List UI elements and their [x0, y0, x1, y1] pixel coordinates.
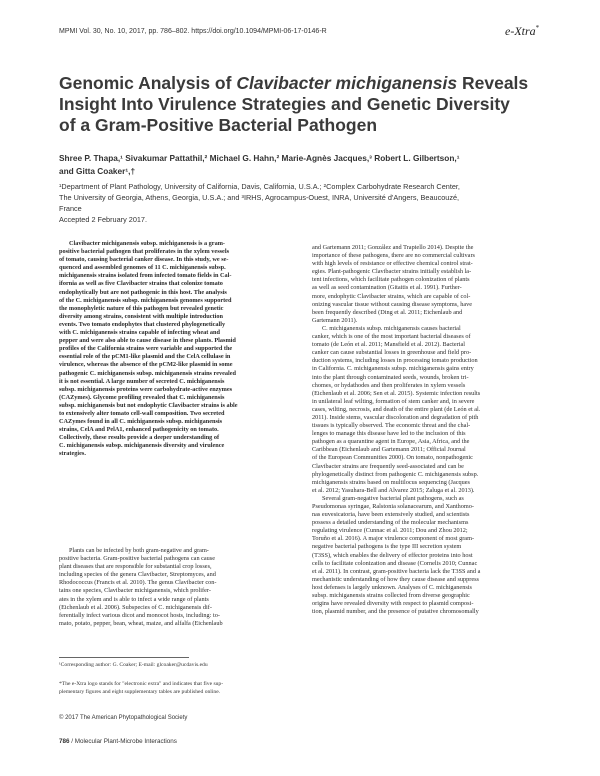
- body-line: Gartemann 2011).: [312, 316, 358, 324]
- body-line: importance of these pathogens, there are no commercial cultivars: [312, 252, 475, 260]
- abstract-line: pathogenic C. michiganensis subsp. michiganensis strains revealed: [59, 369, 236, 377]
- intro-line: Plants can be infected by both gram-negative and gram-: [69, 547, 209, 554]
- abstract-line: diversity among strains, consistent with multiple introduction: [59, 312, 223, 320]
- page-footer: [59, 738, 177, 745]
- body-line: et al. 2012; Yasuhara-Bell and Alvarez 2015; Zaluga et al. 2013).: [312, 486, 475, 494]
- abstract-line: subsp. michiganensis proteins were carbohydrate-active enzymes: [59, 385, 233, 393]
- body-line: onizing vascular tissue without causing disease symptoms, have: [312, 300, 473, 308]
- body-line: possess a detailed understanding of the molecular mechanisms: [312, 519, 469, 527]
- abstract-line: endophytically but are not pathogenic in this host. The analysis: [59, 288, 227, 296]
- body-line: chomes, or hydathodes and then proliferates in xylem vessels: [312, 381, 466, 389]
- affiliation-line: ¹Department of Plant Pathology, University of California, Davis, California, U.S.A.; ²Complex Carbohydrate Research Center,: [59, 182, 460, 191]
- body-line: egies. Plant-pathogenic Clavibacter strains initially establish la-: [312, 268, 472, 276]
- body-line: with high levels of resistance or effective chemical control strat-: [312, 260, 473, 268]
- page-number: 786: [59, 738, 70, 745]
- intro-line: plant diseases that are responsible for substantial crop losses,: [59, 563, 212, 571]
- body-line: canker, which is one of the most important bacterial diseases of: [312, 333, 471, 341]
- copyright-notice: © 2017 The American Phytopathological Society: [59, 715, 188, 721]
- abstract-line: with C. michiganensis strains capable of infecting wheat and: [59, 329, 220, 337]
- body-line: in California. C. michiganensis subsp. michiganensis gains entry: [312, 365, 474, 373]
- article-title: [59, 73, 559, 136]
- accepted-date: Accepted 2 February 2017.: [59, 215, 148, 224]
- abstract-line: Collectively, these results provide a deeper understanding of: [59, 434, 220, 442]
- body-line: cells to facilitate colonization and disease (Cornelis 2010; Cunnac: [312, 559, 478, 567]
- body-line: 2011). Inside stems, vascular discoloration and degradation of pith: [312, 413, 479, 421]
- intro-line: ferentially infect various dicot and monocot hosts, including: to-: [59, 611, 220, 619]
- body-line: as well as seed contamination (Gitaitis et al. 1991). Further-: [312, 284, 462, 292]
- body-line: regulating virulence (Cunnac et al. 2011; Dou and Zhou 2012;: [312, 527, 468, 535]
- abstract-line: of the C. michiganensis subsp. michiganensis genomes supported: [59, 296, 232, 304]
- body-line: nas euvesicatoria, have been extensively studied, and scientists: [312, 511, 470, 519]
- abstract-line: to extensively alter tomato cell-wall composition. Two secreted: [59, 409, 225, 417]
- author-list: [59, 152, 559, 178]
- intro-line: ates in the xylem and is able to infect a wide range of plants: [59, 595, 209, 603]
- e-xtra-logo: [505, 24, 539, 39]
- body-line: origins have revealed diversity with respect to plasmid composi-: [312, 600, 474, 608]
- body-line: into the plant through contaminated seeds, wounds, broken tri-: [312, 373, 469, 381]
- body-line: Several gram-negative bacterial plant pathogens, such as: [322, 494, 464, 502]
- body-line: michiganensis strains based on multilocus sequencing (Jacques: [312, 478, 470, 486]
- body-line: tion, plasmid number, and the presence of putative chromosomally: [312, 608, 479, 616]
- body-line: cases, wilting, necrosis, and death of the entire plant (de León et al.: [312, 405, 481, 413]
- intro-line: including species of the genera Clavibacter, Streptomyces, and: [59, 571, 216, 579]
- body-line: phylogenetically distinct from pathogenic C. michiganensis subsp.: [312, 470, 479, 478]
- body-line: been frequently described (Ding et al. 2011; Eichenlaub and: [312, 308, 463, 316]
- body-line: negative bacterial pathogens is the type III secretion system: [312, 543, 462, 551]
- body-line: duction systems, including losses in processing tomato production: [312, 357, 478, 365]
- abstract-line: pepper and were also able to cause disease in these plants. Plasmid: [59, 337, 236, 345]
- logo-text: e-Xtra: [505, 24, 536, 38]
- abstract-line: essential role of the pCM1-like plasmid and the CelA cellulase in: [59, 353, 231, 361]
- abstract-line: (CAZymes). Glycome profiling revealed that C. michiganensis: [59, 393, 225, 401]
- body-line: Caribbean (Eichenlaub and Gartemann 2011; Official Journal: [312, 446, 466, 454]
- abstract-line: ifornia as well as five Clavibacter strains that colonize tomato: [59, 280, 223, 288]
- body-line: pathogen as a quarantine agent in Europe, Asia, Africa, and the: [312, 438, 470, 446]
- body-line: mechanistic understanding of how they cause disease and suppress: [312, 575, 479, 583]
- body-line: lenges to manage this disease have led to the inclusion of this: [312, 430, 466, 438]
- abstract-line: CAZymes found in all C. michiganensis subsp. michiganensis: [59, 418, 223, 426]
- body-line: in unilateral leaf wilting, formation of stem canker and, in severe: [312, 397, 475, 405]
- abstract-line: virulence, whereas the absence of the pCM2-like plasmid in some: [59, 361, 233, 369]
- footnote-divider: [59, 657, 189, 658]
- abstract-line: it is not essential. A large number of secreted C. michiganensis: [59, 377, 225, 385]
- abstract-line: events. Two tomato endophytes that clustered phylogenetically: [59, 320, 226, 328]
- body-line: tomato (de León et al. 2011; Mansfield et al. 2012). Bacterial: [312, 341, 466, 349]
- intro-line: positive bacteria. Gram-positive bacterial pathogens can cause: [59, 555, 216, 563]
- body-line: tissues is typically observed. The economic threat and the chal-: [312, 422, 471, 430]
- authors-line: Shree P. Thapa,¹ Sivakumar Pattathil,² Michael G. Hahn,² Marie-Agnès Jacques,³ Robert L. Gilbertson,¹: [59, 153, 460, 163]
- abstract-line: Clavibacter michiganensis subsp. michiganensis is a gram-: [69, 240, 225, 247]
- body-line: subsp. michiganensis strains collected from diverse geographic: [312, 592, 470, 600]
- intro-line: mato, potato, pepper, bean, wheat, maize, and alfalfa (Eichenlaub: [59, 619, 223, 627]
- logo-mark: *: [535, 24, 540, 32]
- abstract-line: quenced and assembled genomes of 11 C. michiganensis subsp.: [59, 264, 226, 272]
- introduction-text: [59, 547, 301, 628]
- abstract-line: michiganensis strains isolated from infected tomato fields in Cal-: [59, 272, 232, 280]
- intro-line: Rhodococcus (Francis et al. 2010). The genus Clavibacter con-: [59, 579, 217, 587]
- body-line: tent infections, which facilitate pathogen colonization of plants: [312, 276, 470, 284]
- body-line: of the European Communities 2000). On tomato, nonpathogenic: [312, 454, 473, 462]
- title-line-2: Insight Into Virulence Strategies and Genetic Diversity: [59, 94, 510, 114]
- abstract-line: strains, CelA and PelA1, enhanced pathogenicity on tomato.: [59, 426, 219, 434]
- body-line: more, endophytic Clavibacter strains, which are capable of col-: [312, 292, 471, 300]
- affiliation-line: The University of Georgia, Athens, Georgia, U.S.A.; and ³IRHS, Agrocampus-Ouest, INRA, Université d'Angers, Beaucouzé,: [59, 193, 460, 202]
- body-line: and Gartemann 2011; González and Trapiello 2014). Despite the: [312, 244, 474, 251]
- abstract-line: C. michiganensis subsp. michiganensis diversity and virulence: [59, 442, 225, 450]
- body-line: (Eichenlaub et al. 2006; Sen et al. 2015). Systemic infection results: [312, 389, 481, 397]
- intro-line: tains one species, Clavibacter michiganensis, which prolifer-: [59, 587, 211, 595]
- body-line: C. michiganensis subsp. michiganensis causes bacterial: [322, 324, 461, 332]
- corresponding-author-note: ¹Corresponding author: G. Coaker; E-mail: glcoaker@ucdavis.edu: [59, 662, 208, 668]
- body-line: host defenses is largely unknown. Analyses of C. michiganensis: [312, 583, 472, 591]
- body-line: Clavibacter strains are frequently seed-associated and can be: [312, 462, 464, 470]
- e-xtra-footnote: *The e-Xtra logo stands for "electronic extra" and indicates that five sup- plementary figures and eight supplementary tables are published online.: [59, 681, 224, 695]
- abstract: [59, 240, 301, 459]
- title-line-3: of a Gram-Positive Bacterial Pathogen: [59, 115, 378, 135]
- right-column-body: [312, 244, 557, 616]
- authors-line: and Gitta Coaker¹,†: [59, 166, 136, 176]
- abstract-line: the monophyletic nature of this pathogen but revealed genetic: [59, 304, 224, 312]
- intro-line: (Eichenlaub et al. 2006). Subspecies of C. michiganensis dif-: [59, 603, 212, 611]
- abstract-line: subsp. michiganensis but not endophytic Clavibacter strains is able: [59, 401, 238, 409]
- journal-name: / Molecular Plant-Microbe Interactions: [69, 738, 177, 745]
- body-line: et al. 2011). In contrast, gram-positive bacteria lack the T3SS and a: [312, 567, 481, 575]
- body-line: Pseudomonas syringae, Ralstonia solanacearum, and Xanthomo-: [312, 503, 474, 510]
- abstract-line: strategies.: [59, 450, 86, 458]
- abstract-line: positive bacterial pathogen that proliferates in the xylem vessels: [59, 248, 230, 256]
- affiliations: [59, 181, 559, 214]
- title-line-1: Genomic Analysis of Clavibacter michiganensis Reveals: [59, 73, 529, 93]
- body-line: canker can cause substantial losses in greenhouse and field pro-: [312, 349, 472, 357]
- abstract-line: of tomato, causing bacterial canker disease. In this study, we se-: [59, 256, 229, 264]
- title-species: Clavibacter michiganensis: [236, 73, 458, 93]
- body-line: (T3SS), which enables the delivery of effector proteins into host: [312, 551, 473, 559]
- abstract-line: profiles of the California strains were variable and supported the: [59, 345, 233, 353]
- affiliation-line: France: [59, 204, 82, 213]
- journal-reference: MPMI Vol. 30, No. 10, 2017, pp. 786–802. https://doi.org/10.1094/MPMI-06-17-0146-R: [59, 28, 327, 35]
- body-line: Toruño et al. 2016). A major virulence component of most gram-: [312, 535, 475, 543]
